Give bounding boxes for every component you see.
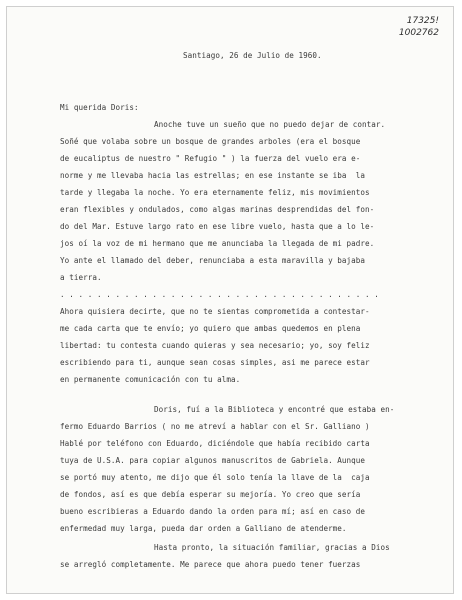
- body-line: bueno escribieras a Eduardo dando la orden para mí; así en caso de: [60, 507, 366, 516]
- body-line: fermo Eduardo Barrios ( no me atreví a hablar con el Sr. Galliano ): [60, 422, 370, 431]
- body-line: en permanente comunicación con tu alma.: [60, 375, 241, 384]
- letter-page: [6, 6, 454, 594]
- body-line: de eucaliptus de nuestro " Refugio " ) la fuerza del vuelo era e-: [60, 154, 361, 163]
- archive-mark-1: 17325!: [406, 16, 439, 26]
- body-line: enfermedad muy larga, pueda dar orden a Galliano de atenderme.: [60, 524, 347, 533]
- body-line: libertad: tu contesta cuando quieras y sea necesario; yo, soy feliz: [60, 341, 370, 350]
- body-line: tarde y llegaba la noche. Yo era eternamente feliz, mis movimientos: [60, 188, 370, 197]
- body-line: se portó muy atento, me dijo que él solo tenía la llave de la caja: [60, 473, 370, 482]
- body-line: escribiendo para ti, aunque sean cosas simples, asi me parece estar: [60, 358, 370, 367]
- body-line: Hablé por teléfono con Eduardo, diciéndole que había recibido carta: [60, 439, 370, 448]
- body-line: Hasta pronto, la situación familiar, gracias a Dios: [154, 543, 390, 552]
- letter-salutation: Mi querida Doris:: [60, 103, 139, 112]
- body-line: Ahora quisiera decirte, que no te sientas comprometida a contestar-: [60, 307, 370, 316]
- body-line: se arregló completamente. Me parece que ahora puedo tener fuerzas: [60, 560, 361, 569]
- body-line: a tierra.: [60, 273, 102, 282]
- dotted-separator: . . . . . . . . . . . . . . . . . . . . . . . . . . . . . . . . . . .: [60, 290, 379, 299]
- letter-date: Santiago, 26 de Julio de 1960.: [183, 51, 322, 60]
- body-line: eran flexibles y ondulados, como algas marinas desprendidas del fon-: [60, 205, 375, 214]
- archive-mark-2: 1002762: [398, 28, 439, 38]
- body-line: norme y me llevaba hacia las estrellas; en ese instante se iba la: [60, 171, 366, 180]
- body-line: me cada carta que te envío; yo quiero que ambas quedemos en plena: [60, 324, 361, 333]
- body-line: de fondos, así es que debía esperar su mejoría. Yo creo que sería: [60, 490, 361, 499]
- body-line: Soñé que volaba sobre un bosque de grandes arboles (era el bosque: [60, 137, 361, 146]
- body-line: jos oí la voz de mi hermano que me anunciaba la llegada de mi padre.: [60, 239, 375, 248]
- body-line: Doris, fuí a la Biblioteca y encontré que estaba en-: [154, 405, 395, 414]
- body-line: Yo ante el llamado del deber, renunciaba a esta maravilla y bajaba: [60, 256, 366, 265]
- body-line: tuya de U.S.A. para copiar algunos manuscritos de Gabriela. Aunque: [60, 456, 366, 465]
- body-line: do del Mar. Estuve largo rato en ese libre vuelo, hasta que a lo le-: [60, 222, 375, 231]
- letter-body: [60, 7, 450, 569]
- body-line: Anoche tuve un sueño que no puedo dejar de contar.: [154, 120, 386, 129]
